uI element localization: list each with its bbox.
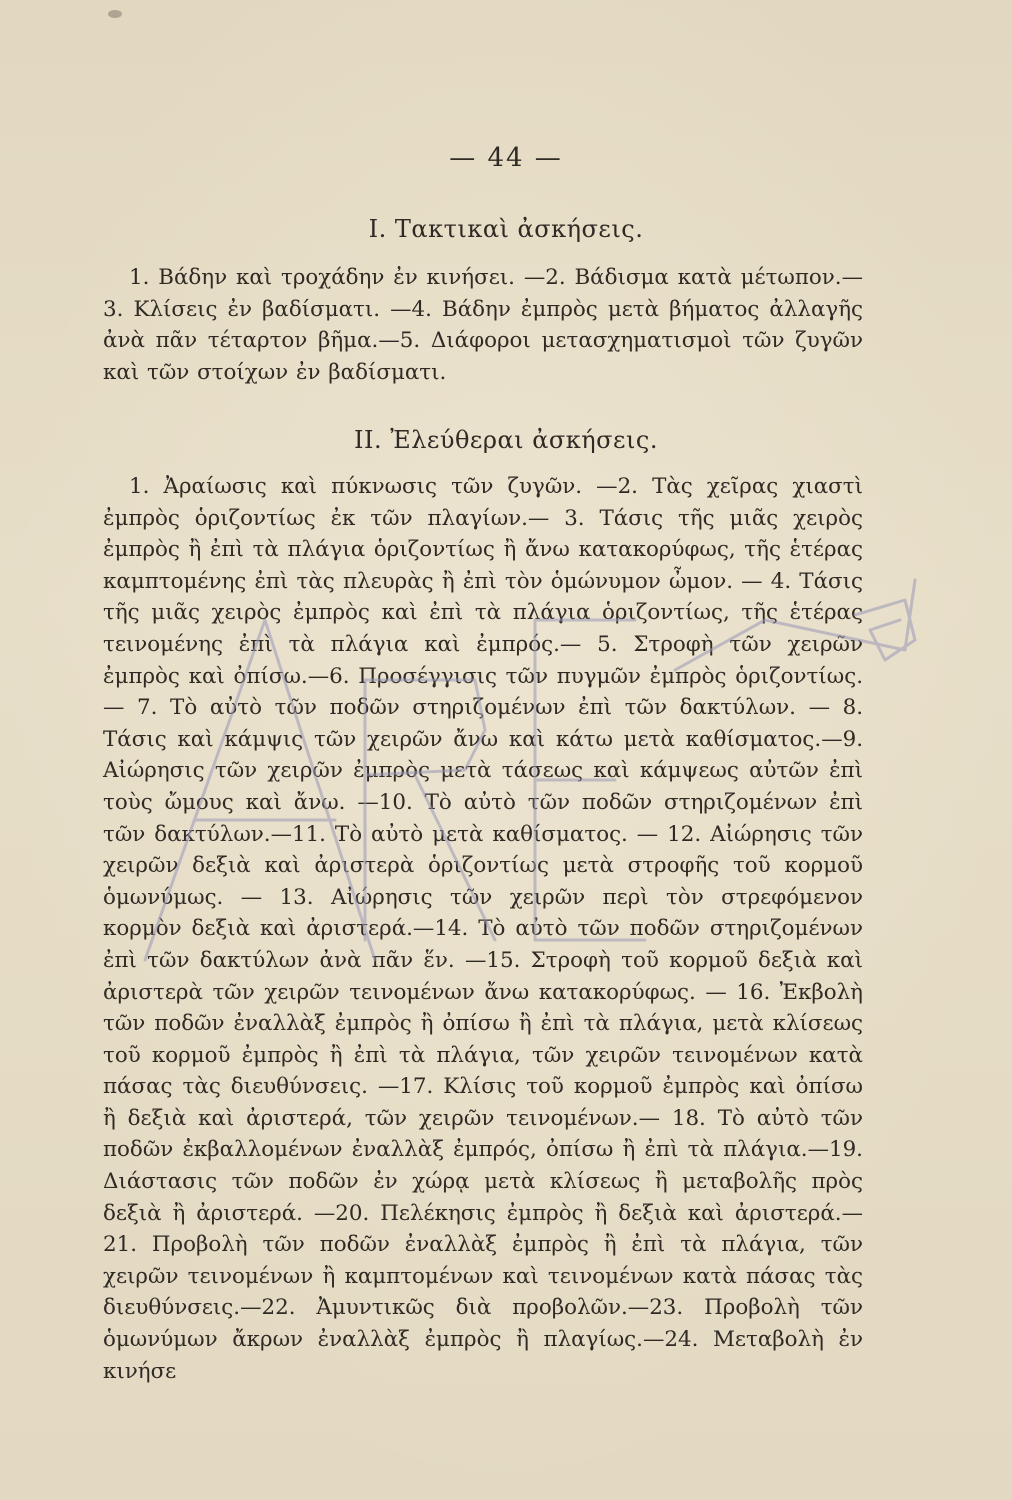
section-body-tactical: 1. Βάδην καὶ τροχάδην ἐν κινήσει. —2. Βάδισμα κατὰ μέτωπον.— 3. Κλίσεις ἐν βαδίσματι. —4. Βάδην ἐμπρὸς μετὰ βήματος ἀλλαγῆς ἀνὰ πᾶν τέταρτον βῆμα.—5. Διάφοροι μετασχηματισμοὶ τῶν ζυγῶν καὶ τῶν στοίχων ἐν βαδίσματι. [103, 265, 863, 385]
section-body-tactical-wrap [103, 262, 863, 388]
ink-smudge [108, 10, 122, 18]
section-heading-free: ΙΙ. Ἐλεύθεραι ἀσκήσεις. [354, 426, 658, 454]
section-heading-tactical: Ι. Τακτικαὶ ἀσκήσεις. [368, 215, 644, 243]
page-number: — 44 — [449, 143, 563, 173]
section-body-free-wrap [103, 471, 863, 1387]
section-body-free: 1. Ἀραίωσις καὶ πύκνωσις τῶν ζυγῶν. —2. Τὰς χεῖρας χιαστὶ ἐμπρὸς ὁριζοντίως ἐκ τῶν πλαγίων.— 3. Τάσις τῆς μιᾶς χειρὸς ἐμπρὸς ἢ ἐπὶ τὰ πλάγια ὁριζοντίως ἢ ἄνω κατακορύφως, τῆς ἑτέρας καμπτομένης ἐπὶ τὰς πλευρὰς ἢ ἐπὶ τὸν ὁμώνυμον ὦμον. — 4. Τάσις τῆς μιᾶς χειρὸς ἐμπρὸς καὶ ἐπὶ τὰ πλάγια ὁριζοντίως, τῆς ἑτέρας τεινομένης ἐπὶ τὰ πλάγια καὶ ἐμπρός.— 5. Στροφὴ τῶν χειρῶν ἐμπρὸς καὶ ὀπίσω.—6. Προσέγγισις τῶν πυγμῶν ἐμπρὸς ὁριζοντίως. — 7. Τὸ αὐτὸ τῶν ποδῶν στηριζομένων ἐπὶ τῶν δακτύλων. — 8. Τάσις καὶ κάμψις τῶν χειρῶν ἄνω καὶ κάτω μετὰ καθίσματος.—9. Αἰώρησις τῶν χειρῶν ἐμπρὸς μετὰ τάσεως καὶ κάμψεως αὐτῶν ἐπὶ τοὺς ὤμους καὶ ἄνω. —10. Τὸ αὐτὸ τῶν ποδῶν στηριζομένων ἐπὶ τῶν δακτύλων.—11. Τὸ αὐτὸ μετὰ καθίσματος. — 12. Αἰώρησις τῶν χειρῶν δεξιὰ καὶ ἀριστερὰ ὁριζοντίως μετὰ στροφῆς τοῦ κορμοῦ ὁμωνύμως. — 13. Αἰώρησις τῶν χειρῶν περὶ τὸν στρεφόμενον κορμὸν δεξιὰ καὶ ἀριστερά.—14. Τὸ αὐτὸ τῶν ποδῶν στηριζομένων ἐπὶ τῶν δακτύλων ἀνὰ πᾶν ἕν. —15. Στροφὴ τοῦ κορμοῦ δεξιὰ καὶ ἀριστερὰ τῶν χειρῶν τεινομένων ἄνω κατακορύφως. — 16. Ἐκβολὴ τῶν ποδῶν ἐναλλὰξ ἐμπρὸς ἢ ὀπίσω ἢ ἐπὶ τὰ πλάγια, μετὰ κλίσεως τοῦ κορμοῦ ἐμπρὸς ἢ ἐπὶ τὰ πλάγια, τῶν χειρῶν τεινομένων κατὰ πάσας τὰς διευθύνσεις. —17. Κλίσις τοῦ κορμοῦ ἐμπρὸς καὶ ὀπίσω ἢ δεξιὰ καὶ ἀριστερά, τῶν χειρῶν τεινομένων.— 18. Τὸ αὐτὸ τῶν ποδῶν ἐκβαλλομένων ἐναλλὰξ ἐμπρός, ὀπίσω ἢ ἐπὶ τὰ πλάγια.—19. Διάστασις τῶν ποδῶν ἐν χώρᾳ μετὰ κλίσεως ἢ μεταβολῆς πρὸς δεξιὰ ἢ ἀριστερά. —20. Πελέκησις ἐμπρὸς ἢ δεξιὰ καὶ ἀριστερά.—21. Προβολὴ τῶν ποδῶν ἐναλλὰξ ἐμπρὸς ἢ ἐπὶ τὰ πλάγια, τῶν χειρῶν τεινομένων ἢ καμπτομένων καὶ τεινομένων κατὰ πάσας τὰς διευθύνσεις.—22. Ἀμυντικῶς διὰ προβολῶν.—23. Προβολὴ τῶν ὁμωνύμων ἄκρων ἐναλλὰξ ἐμπρὸς ἢ πλαγίως.—24. Μεταβολὴ ἐν κινήσε [103, 474, 863, 1384]
